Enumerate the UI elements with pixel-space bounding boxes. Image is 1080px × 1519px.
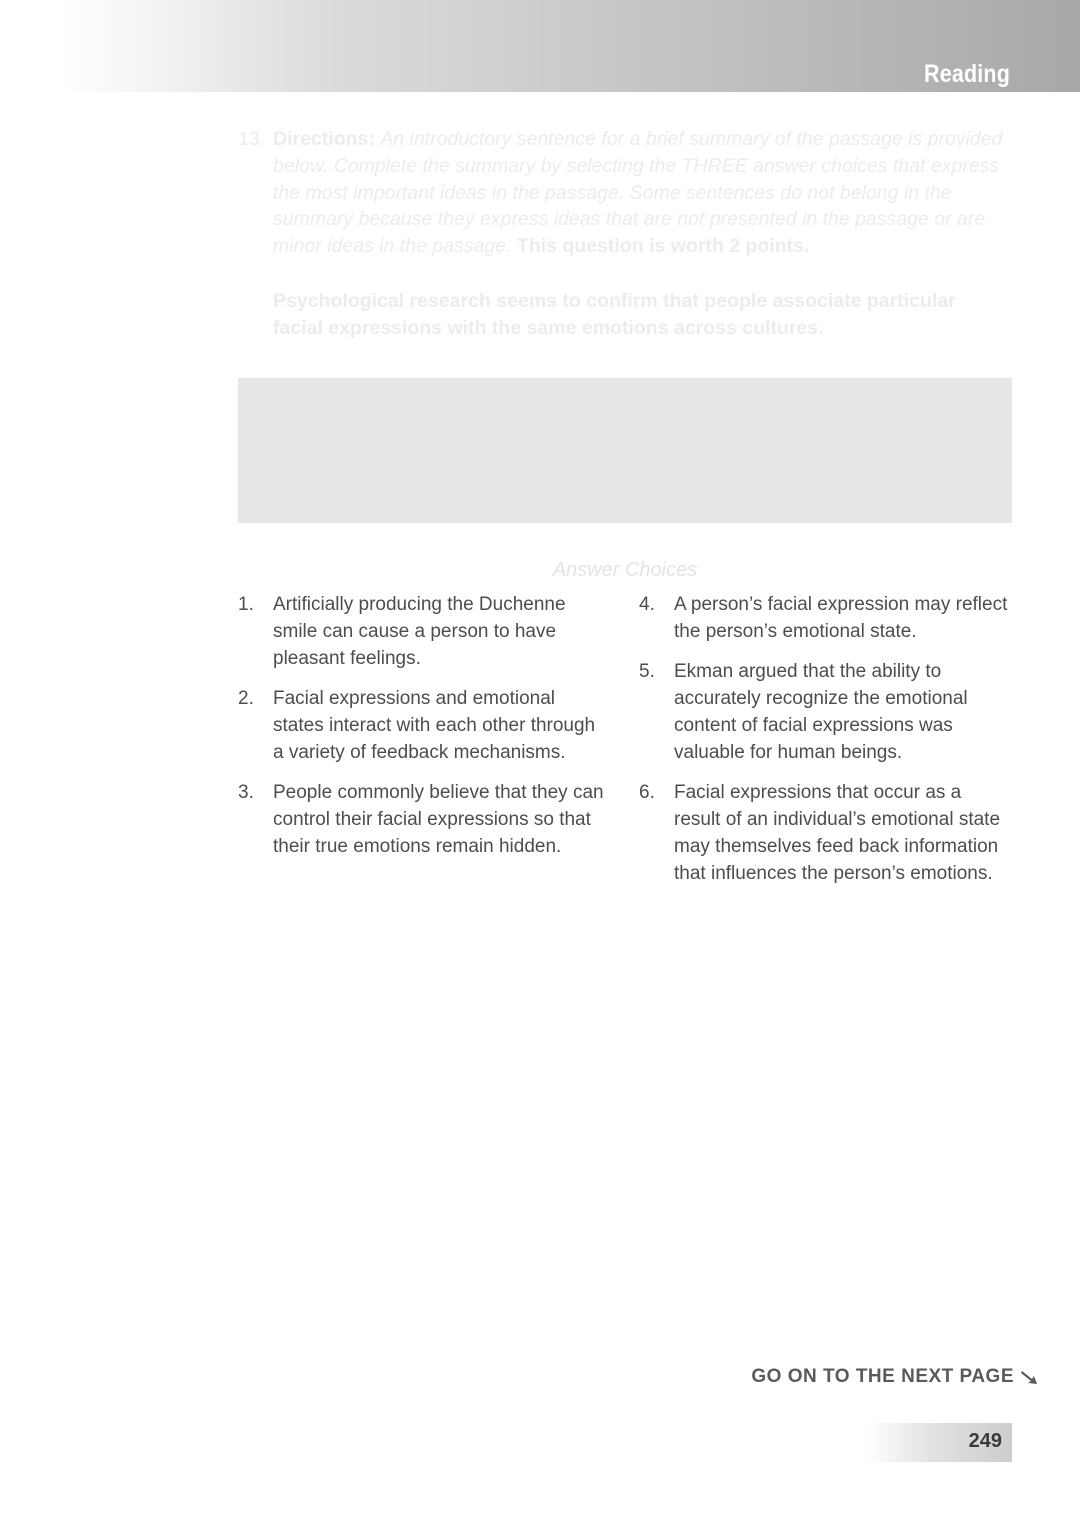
section-title: Reading — [923, 60, 1010, 88]
choice-number: 1. — [238, 594, 254, 615]
choice-text: People commonly believe that they can control their facial expressions so that their true emotions remain hidden. — [273, 782, 604, 857]
choice-number: 6. — [639, 782, 655, 803]
answer-choice-4[interactable] — [639, 591, 1009, 645]
summary-intro-sentence: Psychological research seems to confirm that people associate particular facial expressions with the same emotions across cultures. — [273, 290, 956, 339]
directions-label: Directions: — [273, 128, 375, 150]
header-band — [0, 0, 1080, 92]
choice-number: 5. — [639, 661, 655, 682]
choice-number: 3. — [238, 782, 254, 803]
go-on-next-page — [751, 1366, 1040, 1388]
arrow-down-right-icon — [1020, 1368, 1040, 1386]
go-on-label: GO ON TO THE NEXT PAGE — [751, 1366, 1014, 1387]
answer-choices-right — [639, 591, 1009, 900]
choice-text: A person’s facial expression may reflect the person’s emotional state. — [674, 594, 1008, 642]
answer-choices-heading: Answer Choices — [552, 559, 698, 581]
answer-choice-1[interactable] — [238, 591, 608, 672]
summary-drop-area[interactable] — [238, 378, 1012, 523]
choice-number: 4. — [639, 594, 655, 615]
question-number: 13. — [238, 128, 266, 150]
page-number: 249 — [968, 1430, 1002, 1452]
choice-text: Artificially producing the Duchenne smile can cause a person to have pleasant feelings. — [273, 594, 566, 669]
points-note: This question is worth 2 points. — [516, 235, 810, 258]
answer-choice-2[interactable] — [238, 685, 608, 766]
answer-choice-3[interactable] — [238, 779, 608, 860]
answer-choices-left — [238, 591, 608, 873]
question-directions — [238, 126, 1013, 260]
answer-choice-5[interactable] — [639, 658, 1009, 766]
directions-text: An introductory sentence for a brief summary of the passage is provided below. Complete the summary by selecting the THREE answer choices that express the most important ideas in the passage. Some sentences do not belong in the summary because they express ideas that are not presented in the passage or are minor ideas in the passage. — [273, 128, 1003, 258]
choice-text: Facial expressions and emotional states interact with each other through a variety of feedback mechanisms. — [273, 688, 596, 763]
answer-choice-6[interactable] — [639, 779, 1009, 887]
choice-text: Ekman argued that the ability to accurately recognize the emotional content of facial expressions was valuable for human beings. — [674, 661, 968, 763]
choice-text: Facial expressions that occur as a result of an individual’s emotional state may themselves feed back information that influences the person’s emotions. — [674, 782, 1001, 884]
choice-number: 2. — [238, 688, 254, 709]
